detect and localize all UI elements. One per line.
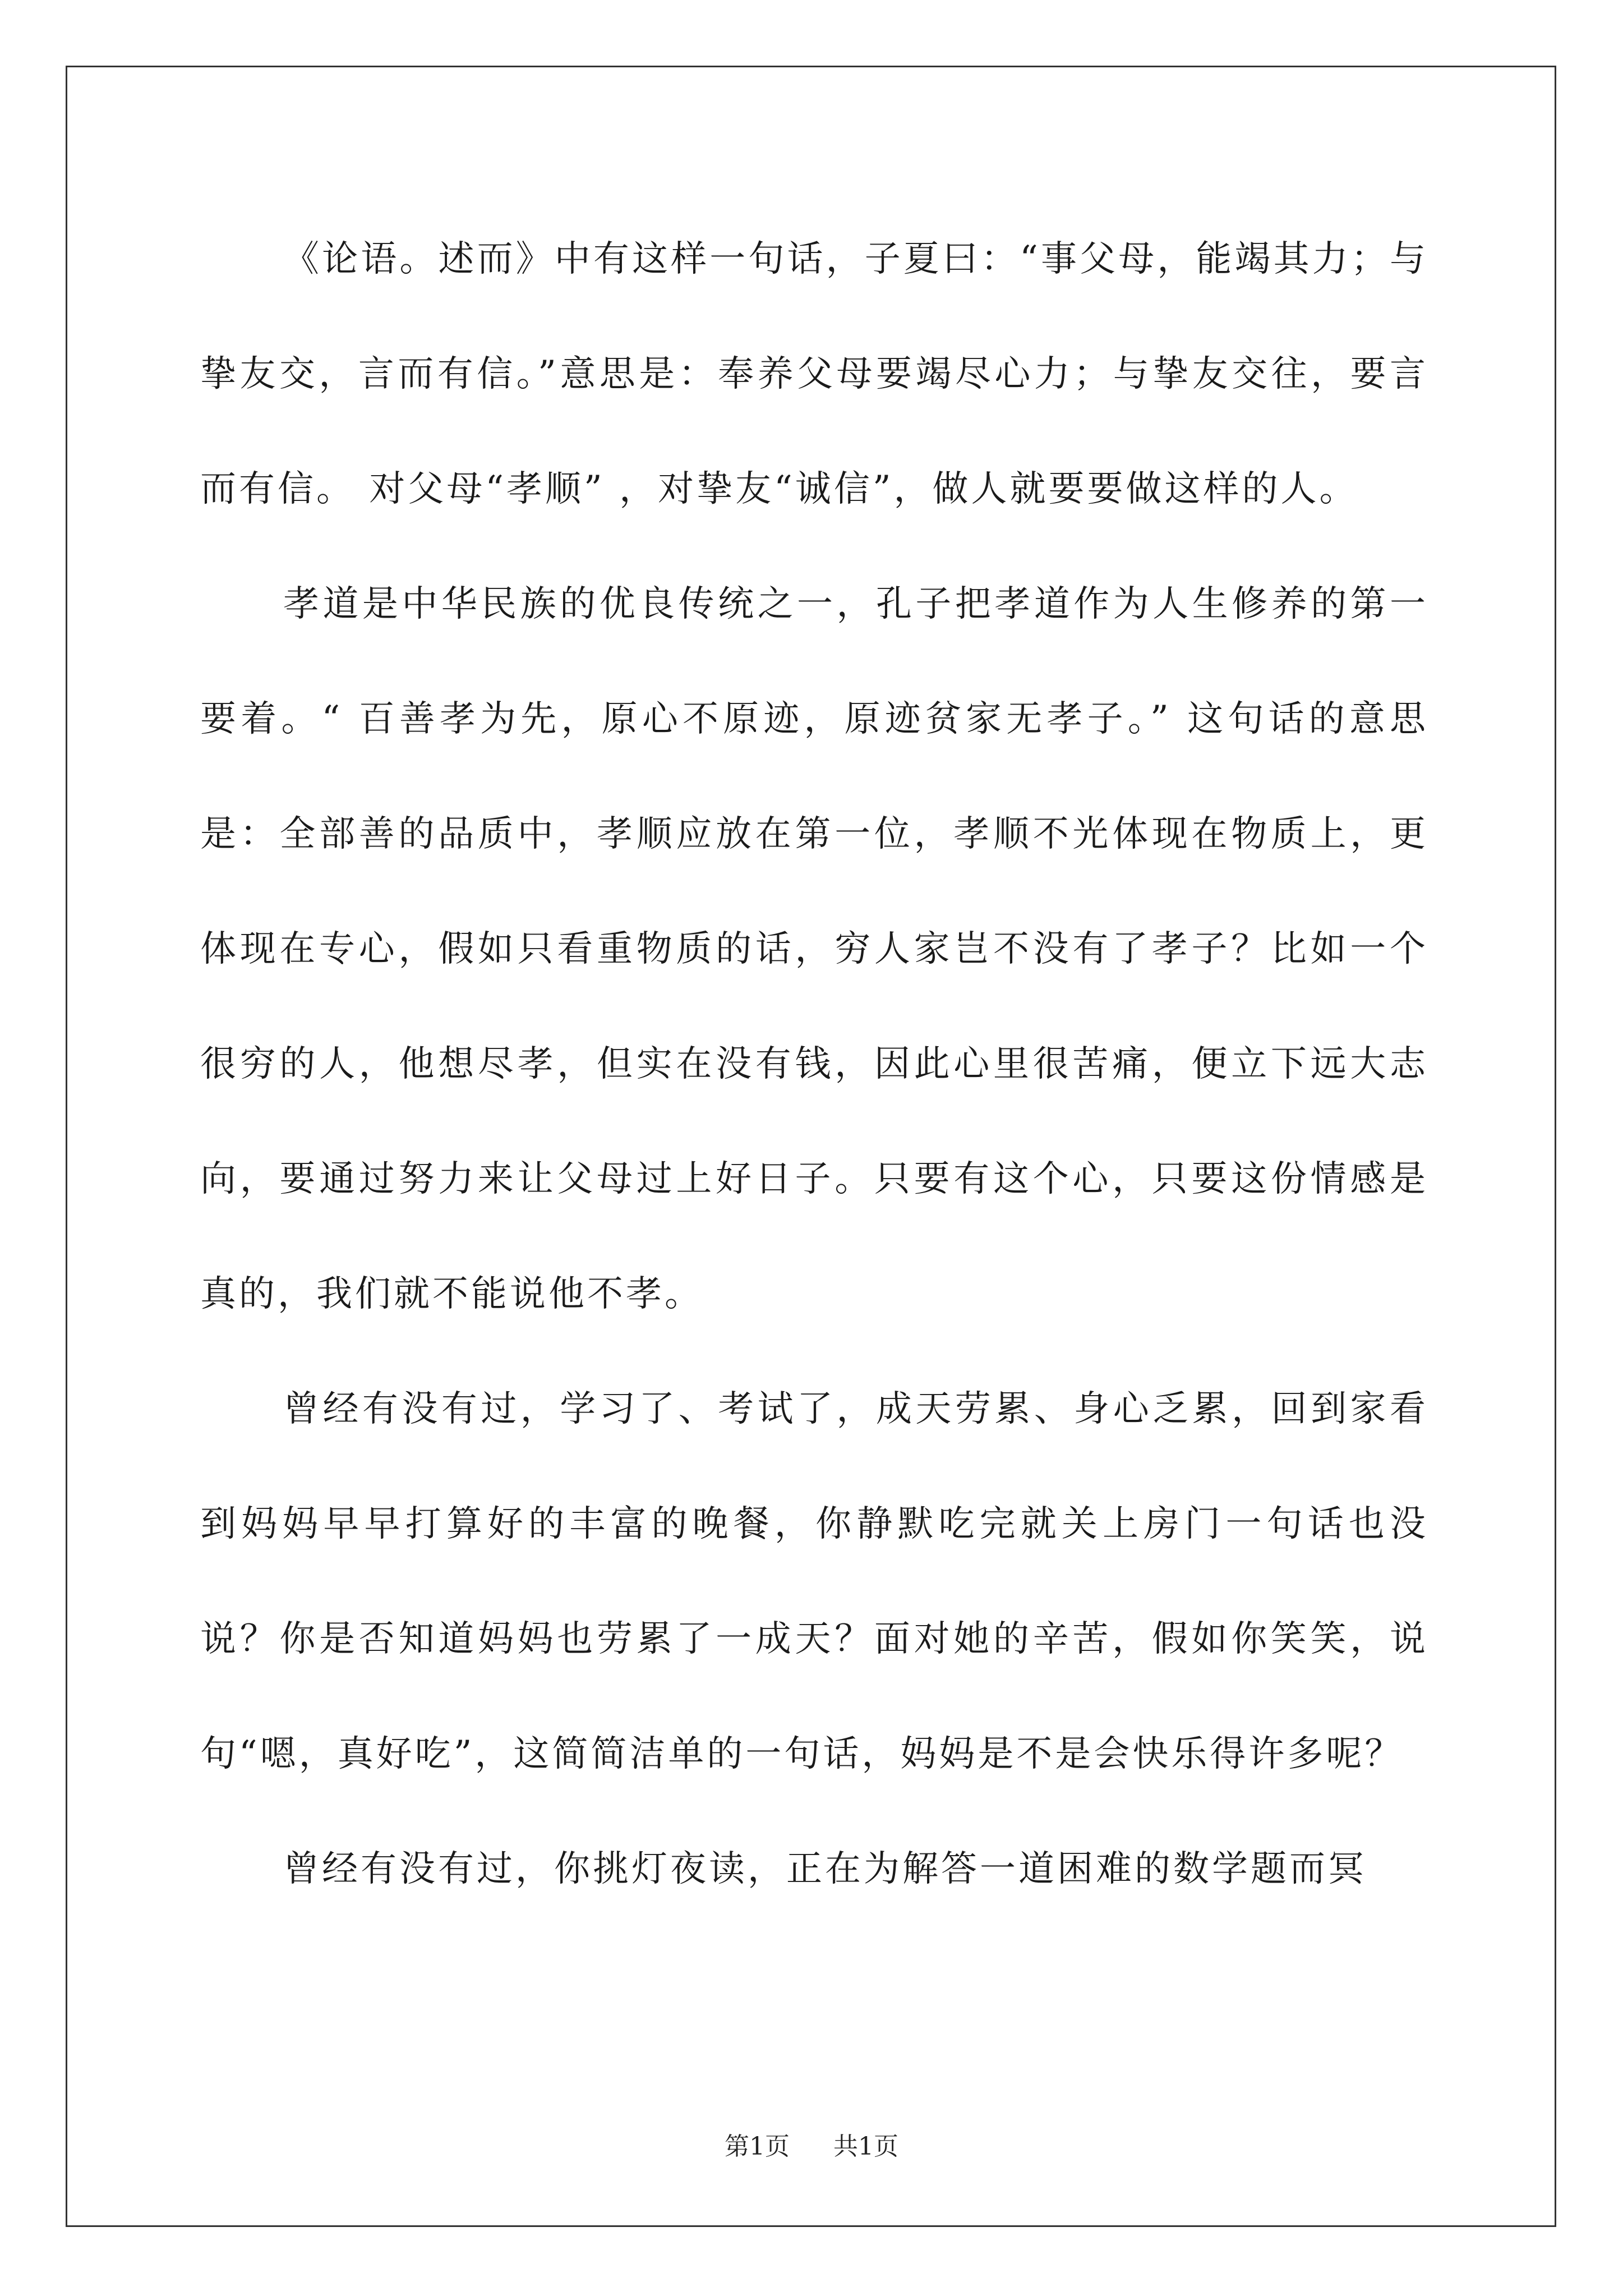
paragraph: 《论语。述而》中有这样一句话，子夏曰：“事父母，能竭其力；与挚友交，言而有信。”意思是：奉养父母要竭尽心力；与挚友交往，要言而有信。 对父母“孝顺” ，对挚友“诚信”，做人就要要做这样的人。 <box>200 238 1428 510</box>
paragraph: 孝道是中华民族的优良传统之一，孔子把孝道作为人生修养的第一要着。“ 百善孝为先，原心不原迹，原迹贫家无孝子。” 这句话的意思是：全部善的品质中，孝顺应放在第一位，孝顺不光体现在物质上，更体现在专心，假如只看重物质的话，穷人家岂不没有了孝子？比如一个很穷的人，他想尽孝，但实在没有钱，因此心里很苦痛，便立下远大志向，要通过努力来让父母过上好日子。只要有这个心，只要这份情感是真的，我们就不能说他不孝。 <box>200 583 1428 1315</box>
page-number-total: 共1页 <box>833 2132 898 2161</box>
page-footer <box>0 2126 1623 2162</box>
paragraph: 曾经有没有过，你挑灯夜读，正在为解答一道困难的数学题而冥 <box>283 1848 1367 1890</box>
paragraph: 曾经有没有过，学习了、考试了，成天劳累、身心乏累，回到家看到妈妈早早打算好的丰富的晚餐，你静默吃完就关上房门一句话也没说？你是否知道妈妈也劳累了一成天？面对她的辛苦，假如你笑笑，说句“嗯，真好吃”，这简简洁单的一句话，妈妈是不是会快乐得许多呢？ <box>200 1388 1428 1775</box>
document-body <box>200 202 1428 1927</box>
page-number-current: 第1页 <box>725 2132 790 2161</box>
